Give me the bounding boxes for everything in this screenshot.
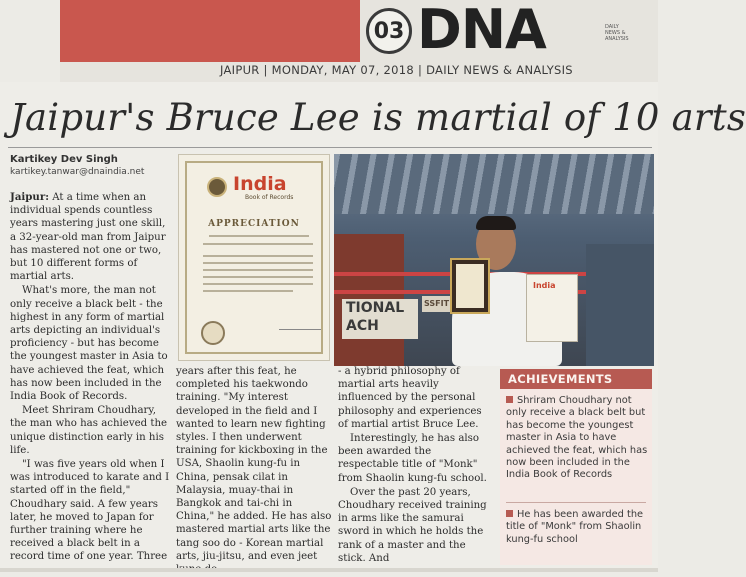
- photo-banner-2: SSFIT: [422, 296, 456, 312]
- certificate-text-line: [203, 262, 313, 264]
- achievement-item: [506, 395, 650, 482]
- paragraph: years after this feat, he completed his taekwondo training. "My interest developed in the field and I wanted to learn new fighting styles. I then underwent training for kickboxing in the USA, Shaolin kung-fu in China, pensak cilat in Malaysia, muay-thai in Bangkok and tai-chi in China," he added. He has also mastered martial arts like the tang soo do - Korean martial arts, jiu-jitsu, and even jeet: [176, 366, 332, 562]
- achievement-text: Shriram Choudhary not only receive a black belt but has become the youngest master in Asia to have achieved the feat, which has now been included in the India Book of Records: [506, 395, 648, 481]
- photo-framed-certificate: [450, 258, 490, 314]
- article-column-2: [176, 365, 332, 577]
- square-bullet-icon: [506, 396, 513, 403]
- dna-logo: DNA: [417, 0, 546, 61]
- headline: Jaipur's Bruce Lee is martial of 10 arts: [10, 96, 746, 139]
- paragraph: [10, 191, 172, 283]
- dna-logo-tagline: DAILY NEWS & ANALYSIS: [605, 24, 629, 42]
- headline-rule: [8, 147, 652, 148]
- article-column-3: [338, 365, 494, 566]
- certificate-signature-line: [279, 329, 321, 330]
- dateline: JAIPUR | MONDAY, MAY 07, 2018 | DAILY NEWS & ANALYSIS: [220, 63, 573, 77]
- author-email: kartikey.tanwar@dnaindia.net: [10, 167, 145, 177]
- paragraph: Interestingly, he has also been awarded the respectable title of "Monk" from Shaolin kung-fu school.: [338, 433, 487, 484]
- paragraph: Over the past 20 years, Choudhary received training in arms like the samurai sword in which he holds the rank of a master and the stick. And: [338, 486, 487, 564]
- certificate-text-line: [203, 269, 313, 271]
- paragraph: Meet Shriram Choudhary, the man who has achieved the unique distinction early in his life.: [10, 405, 168, 456]
- achievements-heading: ACHIEVEMENTS: [500, 369, 652, 389]
- certificate-text-line: [209, 235, 309, 237]
- certificate-logo-sub: Book of Records: [245, 194, 294, 201]
- photo-background-right: [586, 244, 654, 366]
- certificate-text-line: [203, 290, 293, 292]
- square-bullet-icon: [506, 510, 513, 517]
- page-number: 03: [366, 8, 412, 54]
- certificate-text-line: [203, 243, 313, 245]
- certificate-text-line: [203, 276, 313, 278]
- byline: Kartikey Dev Singh: [10, 154, 118, 165]
- certificate-text-line: [203, 255, 313, 257]
- photo-framed-certificate-inner: [456, 264, 484, 308]
- photo-martial-artist: [334, 154, 654, 366]
- article-column-1: [10, 191, 172, 565]
- paragraph: "I was five years old when I was introduced to karate and I started off in the field," Choudhary said. A few years later, he moved to Japan for further training where he received a black belt in a record time of one year. Three: [10, 459, 170, 563]
- certificate-image: [178, 154, 330, 361]
- paragraph-text: At a time when an individual spends countless years mastering just one skill, a 32-year-old man from Jaipur has mastered not one or two, but 10 different forms of martial arts.: [10, 192, 166, 283]
- certificate-logo: India: [233, 173, 287, 195]
- page-bottom-edge: [0, 568, 658, 572]
- achievement-item: [506, 509, 650, 546]
- photo-held-certificate-logo: India: [533, 281, 556, 290]
- paragraph: What's more, the man not only receive a black belt - the highest in any form of martial arts depicting an individual's proficiency - but has become the youngest master in Asia to have achieved the feat, which has now been included in the India Book of Records.: [10, 285, 168, 403]
- certificate-seal-icon: [201, 321, 225, 345]
- achievement-text: He has been awarded the title of "Monk" from Shaolin kung-fu school: [506, 509, 644, 545]
- masthead-red-band: [60, 0, 360, 62]
- certificate-text-line: [203, 283, 313, 285]
- photo-held-certificate: [526, 274, 578, 342]
- photo-person-hair: [476, 216, 516, 230]
- photo-banner: TIONAL ACH: [342, 299, 418, 339]
- newspaper-page: [0, 82, 746, 572]
- masthead: [60, 0, 658, 82]
- paragraph: - a hybrid philosophy of martial arts heavily influenced by the personal philosophy and experiences of martial artist Bruce Lee.: [338, 366, 482, 430]
- certificate-border: [185, 161, 323, 354]
- achievements-divider: [506, 502, 646, 503]
- dateline-lead: Jaipur:: [10, 191, 49, 203]
- certificate-title: APPRECIATION: [208, 219, 300, 229]
- achievements-box: [500, 369, 652, 565]
- photo-roof-truss: [334, 154, 654, 214]
- certificate-emblem-icon: [207, 177, 227, 197]
